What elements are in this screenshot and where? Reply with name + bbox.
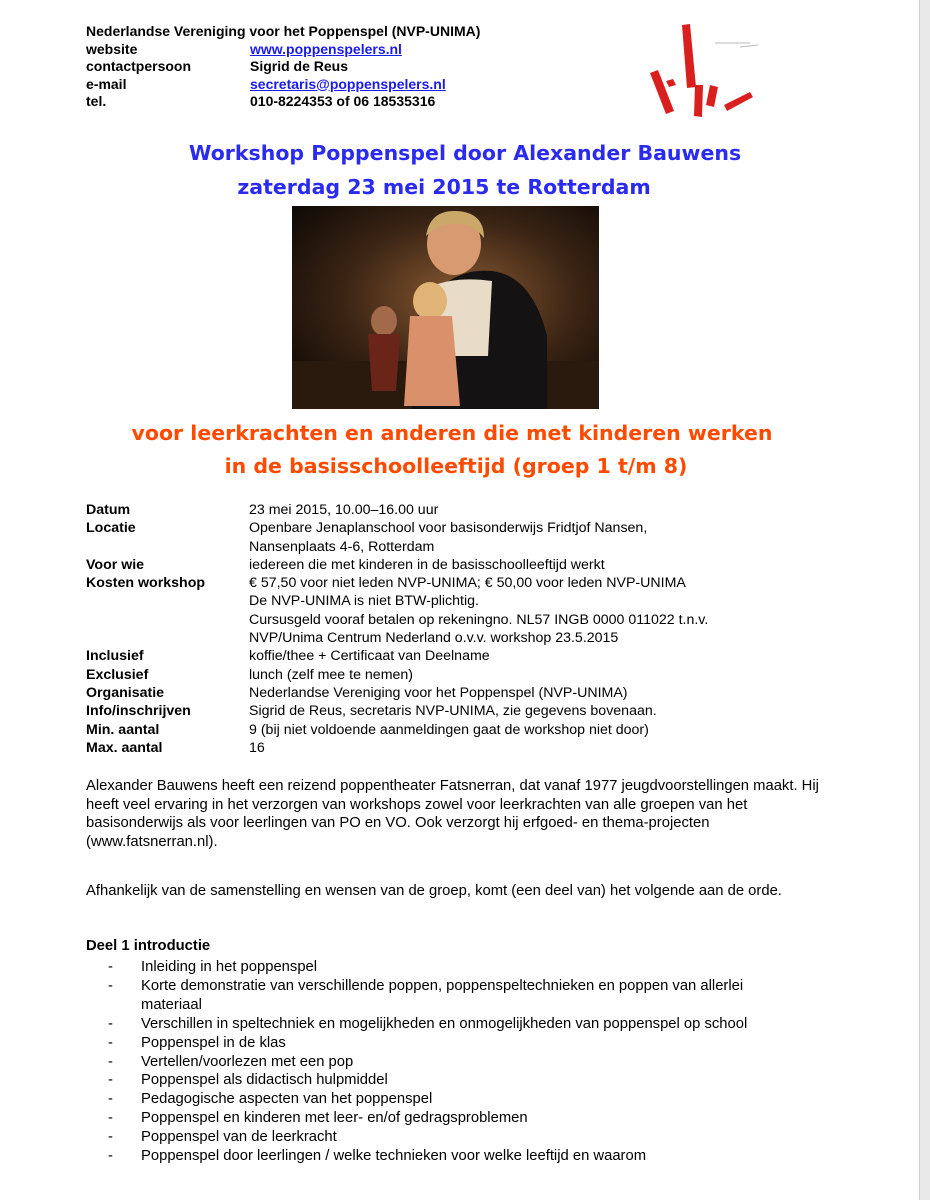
detail-label: Locatie <box>86 520 136 537</box>
email-link[interactable]: secretaris@poppenspelers.nl <box>250 75 446 92</box>
logo-faint-line-2 <box>740 45 758 47</box>
detail-label: Min. aantal <box>86 721 160 738</box>
detail-row-exclusief <box>86 666 708 684</box>
detail-value: lunch (zelf mee te nemen) <box>249 666 414 683</box>
list-item: - Poppenspel door leerlingen / welke technieken voor welke leeftijd en waarom <box>108 1148 647 1165</box>
detail-row-voor-wie <box>86 556 708 574</box>
details-table <box>86 501 708 757</box>
detail-label: Max. aantal <box>86 739 163 756</box>
detail-label: Exclusief <box>86 666 149 683</box>
subtitle-line-1: voor leerkrachten en anderen die met kinderen werken <box>131 421 773 445</box>
detail-value: koffie/thee + Certificaat van Deelname <box>249 648 490 665</box>
logo-stroke-4 <box>706 85 718 107</box>
email-row <box>86 76 480 94</box>
detail-row-organisatie <box>86 684 708 702</box>
detail-label: Organisatie <box>86 684 165 701</box>
detail-value: Nansenplaats 4-6, Rotterdam <box>249 538 435 555</box>
detail-value: € 57,50 voor niet leden NVP-UNIMA; € 50,00 voor leden NVP-UNIMA <box>249 575 686 592</box>
detail-value: Cursusgeld vooraf betalen op rekeningno. NL57 INGB 0000 011022 t.n.v. <box>249 611 709 628</box>
website-row <box>86 41 480 59</box>
list-item: - Vertellen/voorlezen met een pop <box>108 1053 354 1070</box>
detail-value: NVP/Unima Centrum Nederland o.v.v. workshop 23.5.2015 <box>249 630 619 647</box>
section-1-heading: Deel 1 introductie <box>86 938 211 954</box>
agenda-paragraph: Afhankelijk van de samenstelling en wensen van de groep, komt (een deel van) het volgende aan de orde. <box>86 883 782 899</box>
section-1-list <box>108 958 791 1166</box>
puppeteer-photo-icon <box>292 206 599 409</box>
list-item: - Verschillen in speltechniek en mogelijkheden en onmogelijkheden van poppenspel op school <box>108 1015 748 1032</box>
puppet-boy-body <box>368 334 400 391</box>
website-link[interactable]: www.poppenspelers.nl <box>250 40 402 57</box>
tel-row <box>86 93 480 111</box>
puppet-girl-head <box>413 282 447 320</box>
logo-stroke-3 <box>694 85 703 117</box>
detail-label: Info/inschrijven <box>86 703 191 720</box>
contact-value: Sigrid de Reus <box>250 58 349 74</box>
contact-label: contactpersoon <box>86 58 192 74</box>
title-line-2: zaterdag 23 mei 2015 te Rotterdam <box>237 175 651 199</box>
puppet-boy-head <box>371 306 397 336</box>
logo-stroke-5 <box>724 92 753 111</box>
detail-value: iedereen die met kinderen in de basisschoolleeftijd werkt <box>249 556 605 573</box>
detail-value: Openbare Jenaplanschool voor basisonderwijs Fridtjof Nansen, <box>249 520 648 537</box>
detail-label: Kosten workshop <box>86 575 206 592</box>
subtitle-line-2: in de basisschoolleeftijd (groep 1 t/m 8) <box>224 454 688 478</box>
list-item: - Pedagogische aspecten van het poppenspel <box>108 1091 433 1108</box>
detail-value: 9 (bij niet voldoende aanmeldingen gaat de workshop niet door) <box>249 721 649 738</box>
detail-label: Voor wie <box>86 556 145 573</box>
logo-stroke-2b <box>666 79 676 87</box>
detail-row-max <box>86 739 708 757</box>
header-contact-block <box>86 23 480 111</box>
website-label: website <box>86 40 138 57</box>
detail-label: Datum <box>86 502 131 518</box>
detail-row-min <box>86 721 708 739</box>
detail-value: De NVP-UNIMA is niet BTW-plichtig. <box>249 593 479 610</box>
list-item: - Poppenspel van de leerkracht <box>108 1129 337 1146</box>
list-item: - Poppenspel in de klas <box>108 1034 286 1051</box>
title-line-1: Workshop Poppenspel door Alexander Bauwens <box>188 141 742 165</box>
tel-value: 010-8224353 of 06 18535316 <box>250 93 436 109</box>
tel-label: tel. <box>86 93 107 109</box>
detail-row-inclusief <box>86 647 708 665</box>
page-edge <box>919 0 930 1200</box>
nvp-unima-logo-icon <box>640 15 770 130</box>
logo-stroke-1 <box>682 24 696 88</box>
list-item: - Poppenspel en kinderen met leer- en/of gedragsproblemen <box>108 1110 528 1127</box>
list-item: - Inleiding in het poppenspel <box>108 959 318 975</box>
detail-label: Inclusief <box>86 648 144 665</box>
detail-row-locatie <box>86 519 708 556</box>
contact-row <box>86 58 480 76</box>
email-label: e-mail <box>86 75 127 92</box>
detail-value: Sigrid de Reus, secretaris NVP-UNIMA, zie gegevens bovenaan. <box>249 703 657 720</box>
detail-value: 23 mei 2015, 10.00–16.00 uur <box>249 502 439 518</box>
list-item: - Poppenspel als didactisch hulpmiddel <box>108 1072 388 1089</box>
list-item: - Korte demonstratie van verschillende poppen, poppenspeltechnieken en poppen van allerlei materiaal <box>108 977 744 1013</box>
detail-row-info <box>86 702 708 720</box>
logo-stroke-2 <box>650 70 674 114</box>
detail-value: 16 <box>249 739 265 756</box>
detail-row-datum <box>86 501 708 519</box>
org-name: Nederlandse Vereniging voor het Poppenspel (NVP-UNIMA) <box>86 23 481 39</box>
detail-row-kosten <box>86 574 708 647</box>
detail-value: Nederlandse Vereniging voor het Poppenspel (NVP-UNIMA) <box>249 684 628 701</box>
puppet-girl-dress <box>404 316 460 406</box>
intro-paragraph: Alexander Bauwens heeft een reizend poppentheater Fatsnerran, dat vanaf 1977 jeugdvoorstellingen maakt. Hij heeft veel ervaring in het verzorgen van workshops zowel voor leerkrachten van alle groepen van het basisonderwijs als voor leerlingen van PO en VO. Ook verzorgt hij erfgoed- en thema-projecten (www.fatsnerran.nl). <box>86 778 819 850</box>
